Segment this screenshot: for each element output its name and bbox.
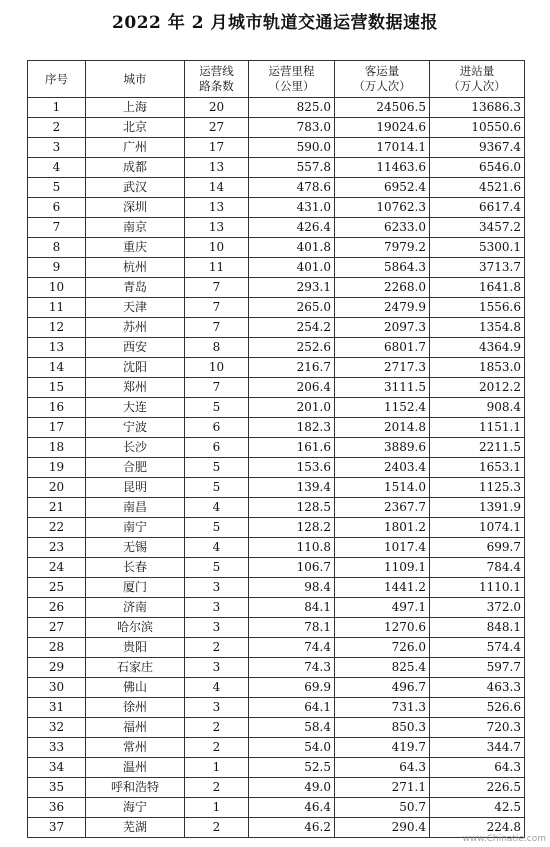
- cell-entries: 64.3: [430, 758, 525, 778]
- cell-km: 590.0: [249, 138, 335, 158]
- cell-city: 徐州: [86, 698, 185, 718]
- table-row: [28, 378, 525, 398]
- cell-city: 苏州: [86, 318, 185, 338]
- cell-city: 重庆: [86, 238, 185, 258]
- cell-entries: 13686.3: [430, 98, 525, 118]
- cell-lines: 20: [185, 98, 249, 118]
- cell-lines: 5: [185, 458, 249, 478]
- cell-entries: 1125.3: [430, 478, 525, 498]
- cell-km: 46.4: [249, 798, 335, 818]
- cell-km: 401.0: [249, 258, 335, 278]
- cell-passengers: 2717.3: [335, 358, 430, 378]
- table-row: [28, 558, 525, 578]
- cell-passengers: 6233.0: [335, 218, 430, 238]
- cell-passengers: 6952.4: [335, 178, 430, 198]
- cell-km: 52.5: [249, 758, 335, 778]
- cell-entries: 463.3: [430, 678, 525, 698]
- cell-entries: 574.4: [430, 638, 525, 658]
- cell-km: 161.6: [249, 438, 335, 458]
- page-title: 2022 年 2 月城市轨道交通运营数据速报: [112, 13, 438, 33]
- cell-entries: 784.4: [430, 558, 525, 578]
- cell-passengers: 3111.5: [335, 378, 430, 398]
- cell-no: 24: [28, 558, 86, 578]
- table-row: [28, 738, 525, 758]
- cell-city: 佛山: [86, 678, 185, 698]
- cell-passengers: 17014.1: [335, 138, 430, 158]
- cell-km: 49.0: [249, 778, 335, 798]
- cell-km: 216.7: [249, 358, 335, 378]
- header-km-line1: 运营里程: [268, 64, 315, 78]
- watermark: www.Chinatie.com: [462, 834, 546, 844]
- cell-entries: 4364.9: [430, 338, 525, 358]
- cell-entries: 10550.6: [430, 118, 525, 138]
- cell-no: 19: [28, 458, 86, 478]
- cell-city: 郑州: [86, 378, 185, 398]
- cell-city: 青岛: [86, 278, 185, 298]
- cell-no: 36: [28, 798, 86, 818]
- cell-entries: 3457.2: [430, 218, 525, 238]
- cell-passengers: 1109.1: [335, 558, 430, 578]
- table-row: [28, 498, 525, 518]
- cell-lines: 10: [185, 358, 249, 378]
- cell-passengers: 1441.2: [335, 578, 430, 598]
- table-row: [28, 638, 525, 658]
- cell-passengers: 6801.7: [335, 338, 430, 358]
- cell-city: 天津: [86, 298, 185, 318]
- cell-city: 南昌: [86, 498, 185, 518]
- cell-km: 69.9: [249, 678, 335, 698]
- cell-passengers: 496.7: [335, 678, 430, 698]
- cell-km: 265.0: [249, 298, 335, 318]
- cell-lines: 13: [185, 158, 249, 178]
- table-row: [28, 398, 525, 418]
- cell-km: 110.8: [249, 538, 335, 558]
- cell-lines: 1: [185, 758, 249, 778]
- table-row: [28, 698, 525, 718]
- cell-city: 贵阳: [86, 638, 185, 658]
- table-row: [28, 618, 525, 638]
- cell-no: 15: [28, 378, 86, 398]
- table-row: [28, 678, 525, 698]
- cell-no: 13: [28, 338, 86, 358]
- cell-no: 4: [28, 158, 86, 178]
- cell-no: 5: [28, 178, 86, 198]
- cell-city: 石家庄: [86, 658, 185, 678]
- cell-km: 293.1: [249, 278, 335, 298]
- cell-passengers: 19024.6: [335, 118, 430, 138]
- cell-lines: 4: [185, 538, 249, 558]
- cell-no: 16: [28, 398, 86, 418]
- cell-entries: 372.0: [430, 598, 525, 618]
- cell-entries: 42.5: [430, 798, 525, 818]
- cell-city: 南京: [86, 218, 185, 238]
- cell-entries: 908.4: [430, 398, 525, 418]
- cell-passengers: 1017.4: [335, 538, 430, 558]
- cell-no: 30: [28, 678, 86, 698]
- cell-no: 1: [28, 98, 86, 118]
- cell-passengers: 3889.6: [335, 438, 430, 458]
- cell-entries: 2211.5: [430, 438, 525, 458]
- cell-km: 64.1: [249, 698, 335, 718]
- cell-no: 9: [28, 258, 86, 278]
- cell-km: 58.4: [249, 718, 335, 738]
- cell-entries: 5300.1: [430, 238, 525, 258]
- cell-passengers: 64.3: [335, 758, 430, 778]
- table-row: [28, 658, 525, 678]
- cell-passengers: 290.4: [335, 818, 430, 838]
- cell-lines: 3: [185, 578, 249, 598]
- cell-lines: 13: [185, 218, 249, 238]
- table-row: [28, 98, 525, 118]
- cell-no: 8: [28, 238, 86, 258]
- cell-km: 431.0: [249, 198, 335, 218]
- cell-lines: 7: [185, 318, 249, 338]
- table-row: [28, 758, 525, 778]
- cell-km: 478.6: [249, 178, 335, 198]
- cell-city: 长沙: [86, 438, 185, 458]
- cell-no: 21: [28, 498, 86, 518]
- cell-lines: 14: [185, 178, 249, 198]
- cell-no: 33: [28, 738, 86, 758]
- header-no: 序号: [28, 61, 86, 98]
- cell-passengers: 2403.4: [335, 458, 430, 478]
- cell-city: 海宁: [86, 798, 185, 818]
- cell-city: 芜湖: [86, 818, 185, 838]
- cell-no: 14: [28, 358, 86, 378]
- cell-no: 18: [28, 438, 86, 458]
- cell-passengers: 726.0: [335, 638, 430, 658]
- cell-lines: 2: [185, 638, 249, 658]
- cell-no: 27: [28, 618, 86, 638]
- cell-no: 17: [28, 418, 86, 438]
- cell-passengers: 2097.3: [335, 318, 430, 338]
- cell-lines: 2: [185, 718, 249, 738]
- cell-lines: 3: [185, 618, 249, 638]
- cell-no: 37: [28, 818, 86, 838]
- cell-lines: 2: [185, 818, 249, 838]
- cell-lines: 5: [185, 518, 249, 538]
- cell-km: 128.2: [249, 518, 335, 538]
- cell-city: 无锡: [86, 538, 185, 558]
- table-row: [28, 438, 525, 458]
- cell-km: 783.0: [249, 118, 335, 138]
- cell-city: 西安: [86, 338, 185, 358]
- cell-city: 宁波: [86, 418, 185, 438]
- header-passengers: [335, 61, 430, 98]
- header-km: [249, 61, 335, 98]
- cell-city: 济南: [86, 598, 185, 618]
- table-body: [28, 98, 525, 838]
- cell-passengers: 1270.6: [335, 618, 430, 638]
- table-row: [28, 258, 525, 278]
- cell-no: 6: [28, 198, 86, 218]
- cell-passengers: 5864.3: [335, 258, 430, 278]
- cell-no: 28: [28, 638, 86, 658]
- cell-lines: 7: [185, 298, 249, 318]
- cell-km: 254.2: [249, 318, 335, 338]
- cell-lines: 27: [185, 118, 249, 138]
- cell-entries: 1653.1: [430, 458, 525, 478]
- cell-lines: 6: [185, 418, 249, 438]
- cell-passengers: 825.4: [335, 658, 430, 678]
- cell-lines: 3: [185, 658, 249, 678]
- cell-no: 3: [28, 138, 86, 158]
- cell-city: 福州: [86, 718, 185, 738]
- cell-entries: 9367.4: [430, 138, 525, 158]
- cell-no: 32: [28, 718, 86, 738]
- cell-lines: 6: [185, 438, 249, 458]
- table-row: [28, 478, 525, 498]
- cell-passengers: 1801.2: [335, 518, 430, 538]
- cell-km: 54.0: [249, 738, 335, 758]
- table-row: [28, 578, 525, 598]
- cell-no: 11: [28, 298, 86, 318]
- header-passengers-line1: 客运量: [364, 64, 400, 78]
- table-header-row: [28, 61, 525, 98]
- cell-no: 35: [28, 778, 86, 798]
- cell-passengers: 24506.5: [335, 98, 430, 118]
- cell-no: 25: [28, 578, 86, 598]
- cell-city: 昆明: [86, 478, 185, 498]
- table-row: [28, 338, 525, 358]
- table-row: [28, 518, 525, 538]
- cell-city: 成都: [86, 158, 185, 178]
- cell-city: 呼和浩特: [86, 778, 185, 798]
- cell-km: 78.1: [249, 618, 335, 638]
- cell-city: 杭州: [86, 258, 185, 278]
- cell-entries: 1556.6: [430, 298, 525, 318]
- cell-lines: 8: [185, 338, 249, 358]
- cell-entries: 1074.1: [430, 518, 525, 538]
- cell-lines: 10: [185, 238, 249, 258]
- cell-entries: 1641.8: [430, 278, 525, 298]
- cell-no: 29: [28, 658, 86, 678]
- cell-km: 74.4: [249, 638, 335, 658]
- header-lines-line1: 运营线: [199, 64, 234, 78]
- cell-city: 南宁: [86, 518, 185, 538]
- header-passengers-line2: （万人次）: [353, 79, 411, 93]
- cell-city: 温州: [86, 758, 185, 778]
- cell-km: 128.5: [249, 498, 335, 518]
- cell-lines: 7: [185, 378, 249, 398]
- cell-km: 557.8: [249, 158, 335, 178]
- cell-km: 401.8: [249, 238, 335, 258]
- cell-passengers: 10762.3: [335, 198, 430, 218]
- cell-city: 合肥: [86, 458, 185, 478]
- cell-no: 20: [28, 478, 86, 498]
- cell-lines: 4: [185, 498, 249, 518]
- cell-city: 上海: [86, 98, 185, 118]
- cell-entries: 597.7: [430, 658, 525, 678]
- cell-lines: 3: [185, 698, 249, 718]
- table-row: [28, 118, 525, 138]
- cell-city: 长春: [86, 558, 185, 578]
- cell-no: 2: [28, 118, 86, 138]
- cell-entries: 226.5: [430, 778, 525, 798]
- cell-passengers: 2014.8: [335, 418, 430, 438]
- cell-city: 常州: [86, 738, 185, 758]
- cell-lines: 13: [185, 198, 249, 218]
- header-entries-line1: 进站量: [459, 64, 495, 78]
- cell-passengers: 2367.7: [335, 498, 430, 518]
- table-row: [28, 278, 525, 298]
- cell-passengers: 7979.2: [335, 238, 430, 258]
- cell-city: 广州: [86, 138, 185, 158]
- table-row: [28, 418, 525, 438]
- table-row: [28, 458, 525, 478]
- cell-passengers: 1514.0: [335, 478, 430, 498]
- cell-km: 426.4: [249, 218, 335, 238]
- cell-entries: 3713.7: [430, 258, 525, 278]
- table-row: [28, 778, 525, 798]
- cell-no: 22: [28, 518, 86, 538]
- cell-passengers: 2479.9: [335, 298, 430, 318]
- cell-passengers: 731.3: [335, 698, 430, 718]
- table-row: [28, 158, 525, 178]
- cell-lines: 7: [185, 278, 249, 298]
- table-row: [28, 598, 525, 618]
- header-city: 城市: [86, 61, 185, 98]
- header-entries: [430, 61, 525, 98]
- header-lines-line2: 路条数: [199, 79, 234, 93]
- cell-lines: 5: [185, 398, 249, 418]
- cell-passengers: 11463.6: [335, 158, 430, 178]
- cell-no: 26: [28, 598, 86, 618]
- cell-lines: 2: [185, 738, 249, 758]
- cell-lines: 3: [185, 598, 249, 618]
- cell-no: 12: [28, 318, 86, 338]
- table-row: [28, 178, 525, 198]
- cell-entries: 2012.2: [430, 378, 525, 398]
- cell-no: 34: [28, 758, 86, 778]
- table-row: [28, 798, 525, 818]
- cell-passengers: 271.1: [335, 778, 430, 798]
- cell-km: 139.4: [249, 478, 335, 498]
- cell-entries: 526.6: [430, 698, 525, 718]
- cell-entries: 1853.0: [430, 358, 525, 378]
- cell-city: 沈阳: [86, 358, 185, 378]
- header-km-line2: （公里）: [268, 79, 315, 93]
- cell-km: 84.1: [249, 598, 335, 618]
- cell-entries: 224.8: [430, 818, 525, 838]
- cell-km: 252.6: [249, 338, 335, 358]
- cell-entries: 1391.9: [430, 498, 525, 518]
- table-row: [28, 298, 525, 318]
- cell-passengers: 497.1: [335, 598, 430, 618]
- cell-km: 153.6: [249, 458, 335, 478]
- table-row: [28, 318, 525, 338]
- cell-no: 10: [28, 278, 86, 298]
- cell-entries: 1354.8: [430, 318, 525, 338]
- cell-km: 74.3: [249, 658, 335, 678]
- cell-km: 182.3: [249, 418, 335, 438]
- cell-lines: 17: [185, 138, 249, 158]
- table-row: [28, 198, 525, 218]
- cell-km: 825.0: [249, 98, 335, 118]
- cell-lines: 1: [185, 798, 249, 818]
- cell-entries: 4521.6: [430, 178, 525, 198]
- cell-city: 武汉: [86, 178, 185, 198]
- table-row: [28, 718, 525, 738]
- cell-km: 201.0: [249, 398, 335, 418]
- cell-km: 106.7: [249, 558, 335, 578]
- cell-passengers: 419.7: [335, 738, 430, 758]
- cell-entries: 720.3: [430, 718, 525, 738]
- metro-data-table: [27, 60, 525, 838]
- cell-lines: 11: [185, 258, 249, 278]
- cell-city: 北京: [86, 118, 185, 138]
- cell-entries: 6546.0: [430, 158, 525, 178]
- table-row: [28, 218, 525, 238]
- cell-entries: 1151.1: [430, 418, 525, 438]
- table-row: [28, 538, 525, 558]
- cell-entries: 1110.1: [430, 578, 525, 598]
- table-row: [28, 818, 525, 838]
- cell-lines: 5: [185, 478, 249, 498]
- cell-lines: 5: [185, 558, 249, 578]
- cell-passengers: 50.7: [335, 798, 430, 818]
- cell-no: 7: [28, 218, 86, 238]
- cell-no: 23: [28, 538, 86, 558]
- cell-passengers: 850.3: [335, 718, 430, 738]
- cell-no: 31: [28, 698, 86, 718]
- cell-entries: 344.7: [430, 738, 525, 758]
- table-row: [28, 358, 525, 378]
- header-entries-line2: （万人次）: [448, 79, 506, 93]
- cell-city: 厦门: [86, 578, 185, 598]
- cell-entries: 699.7: [430, 538, 525, 558]
- cell-entries: 848.1: [430, 618, 525, 638]
- cell-km: 46.2: [249, 818, 335, 838]
- cell-city: 哈尔滨: [86, 618, 185, 638]
- header-lines: [185, 61, 249, 98]
- cell-passengers: 2268.0: [335, 278, 430, 298]
- cell-city: 大连: [86, 398, 185, 418]
- cell-entries: 6617.4: [430, 198, 525, 218]
- cell-km: 98.4: [249, 578, 335, 598]
- cell-city: 深圳: [86, 198, 185, 218]
- table-row: [28, 138, 525, 158]
- cell-passengers: 1152.4: [335, 398, 430, 418]
- cell-km: 206.4: [249, 378, 335, 398]
- cell-lines: 4: [185, 678, 249, 698]
- table-row: [28, 238, 525, 258]
- cell-lines: 2: [185, 778, 249, 798]
